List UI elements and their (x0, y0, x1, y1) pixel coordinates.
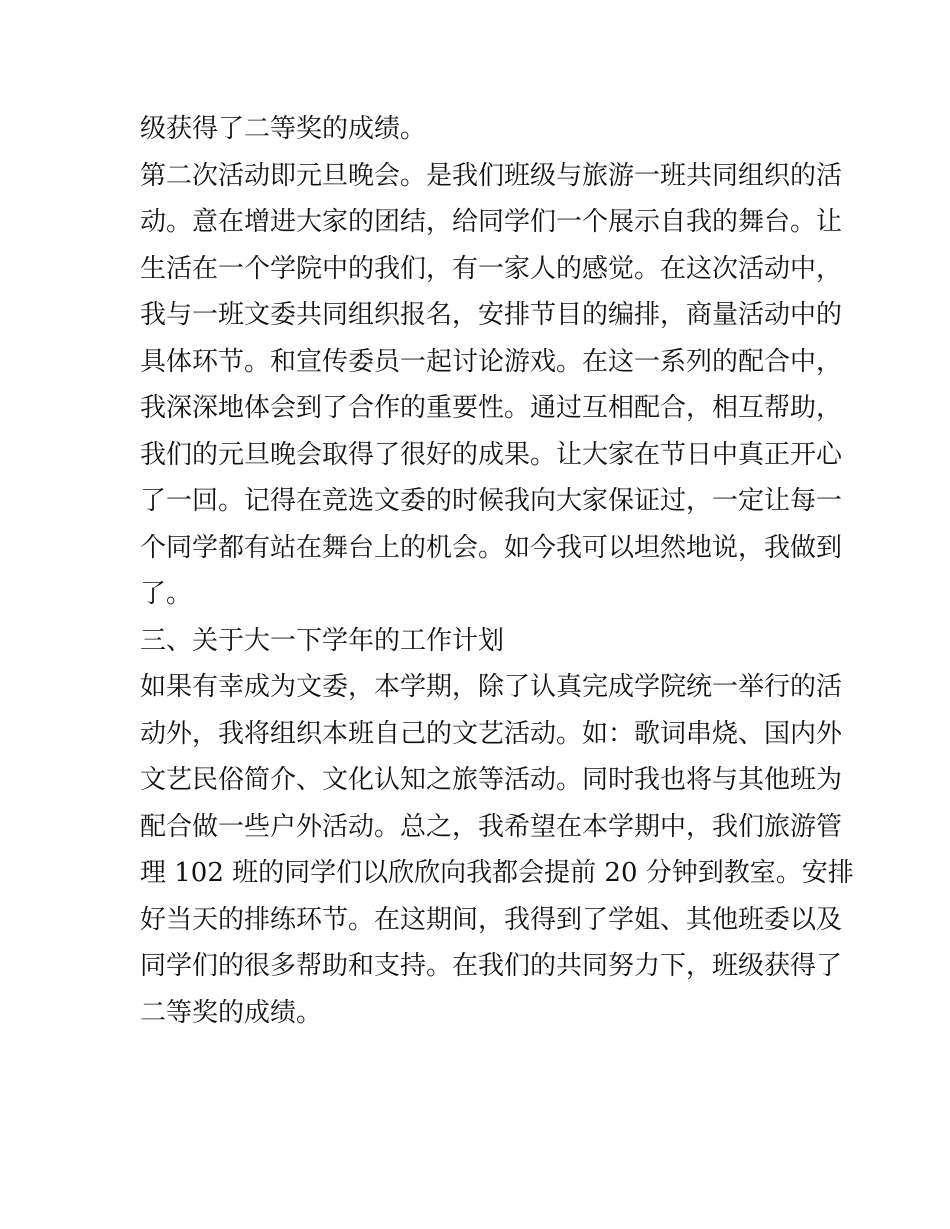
text-line: 如果有幸成为文委，本学期，除了认真完成学院统一举行的活 (140, 672, 843, 702)
text-line: 了。 (140, 579, 193, 609)
text-line: 我深深地体会到了合作的重要性。通过互相配合，相互帮助， (140, 393, 843, 423)
document-body (140, 106, 854, 1036)
text-line: 同学们的很多帮助和支持。在我们的共同努力下，班级获得了 (140, 951, 843, 981)
text-line: 我与一班文委共同组织报名，安排节目的编排，商量活动中的 (140, 300, 843, 330)
text-line: 好当天的排练环节。在这期间，我得到了学姐、其他班委以及 (140, 904, 843, 935)
text-line: 理 102 班的同学们以欣欣向我都会提前 20 分钟到教室。安排 (140, 858, 854, 888)
text-line: 级获得了二等奖的成绩。 (140, 114, 427, 144)
text-line: 文艺民俗简介、文化认知之旅等活动。同时我也将与其他班为 (140, 765, 843, 795)
text-line: 动。意在增进大家的团结，给同学们一个展示自我的舞台。让 (140, 207, 843, 237)
text-line: 动外，我将组织本班自己的文艺活动。如：歌词串烧、国内外 (140, 718, 843, 749)
text-line: 第二次活动即元旦晚会。是我们班级与旅游一班共同组织的活 (140, 160, 843, 191)
text-line: 具体环节。和宣传委员一起讨论游戏。在这一系列的配合中， (140, 346, 843, 377)
text-line: 三、关于大一下学年的工作计划 (140, 625, 505, 656)
text-line: 配合做一些户外活动。总之，我希望在本学期中，我们旅游管 (140, 811, 843, 842)
text-line: 二等奖的成绩。 (140, 997, 323, 1028)
text-line: 了一回。记得在竞选文委的时候我向大家保证过，一定让每一 (140, 486, 843, 516)
text-line: 个同学都有站在舞台上的机会。如今我可以坦然地说，我做到 (140, 532, 843, 563)
text-line: 我们的元旦晚会取得了很好的成果。让大家在节日中真正开心 (140, 439, 843, 470)
text-line: 生活在一个学院中的我们，有一家人的感觉。在这次活动中， (140, 253, 843, 284)
